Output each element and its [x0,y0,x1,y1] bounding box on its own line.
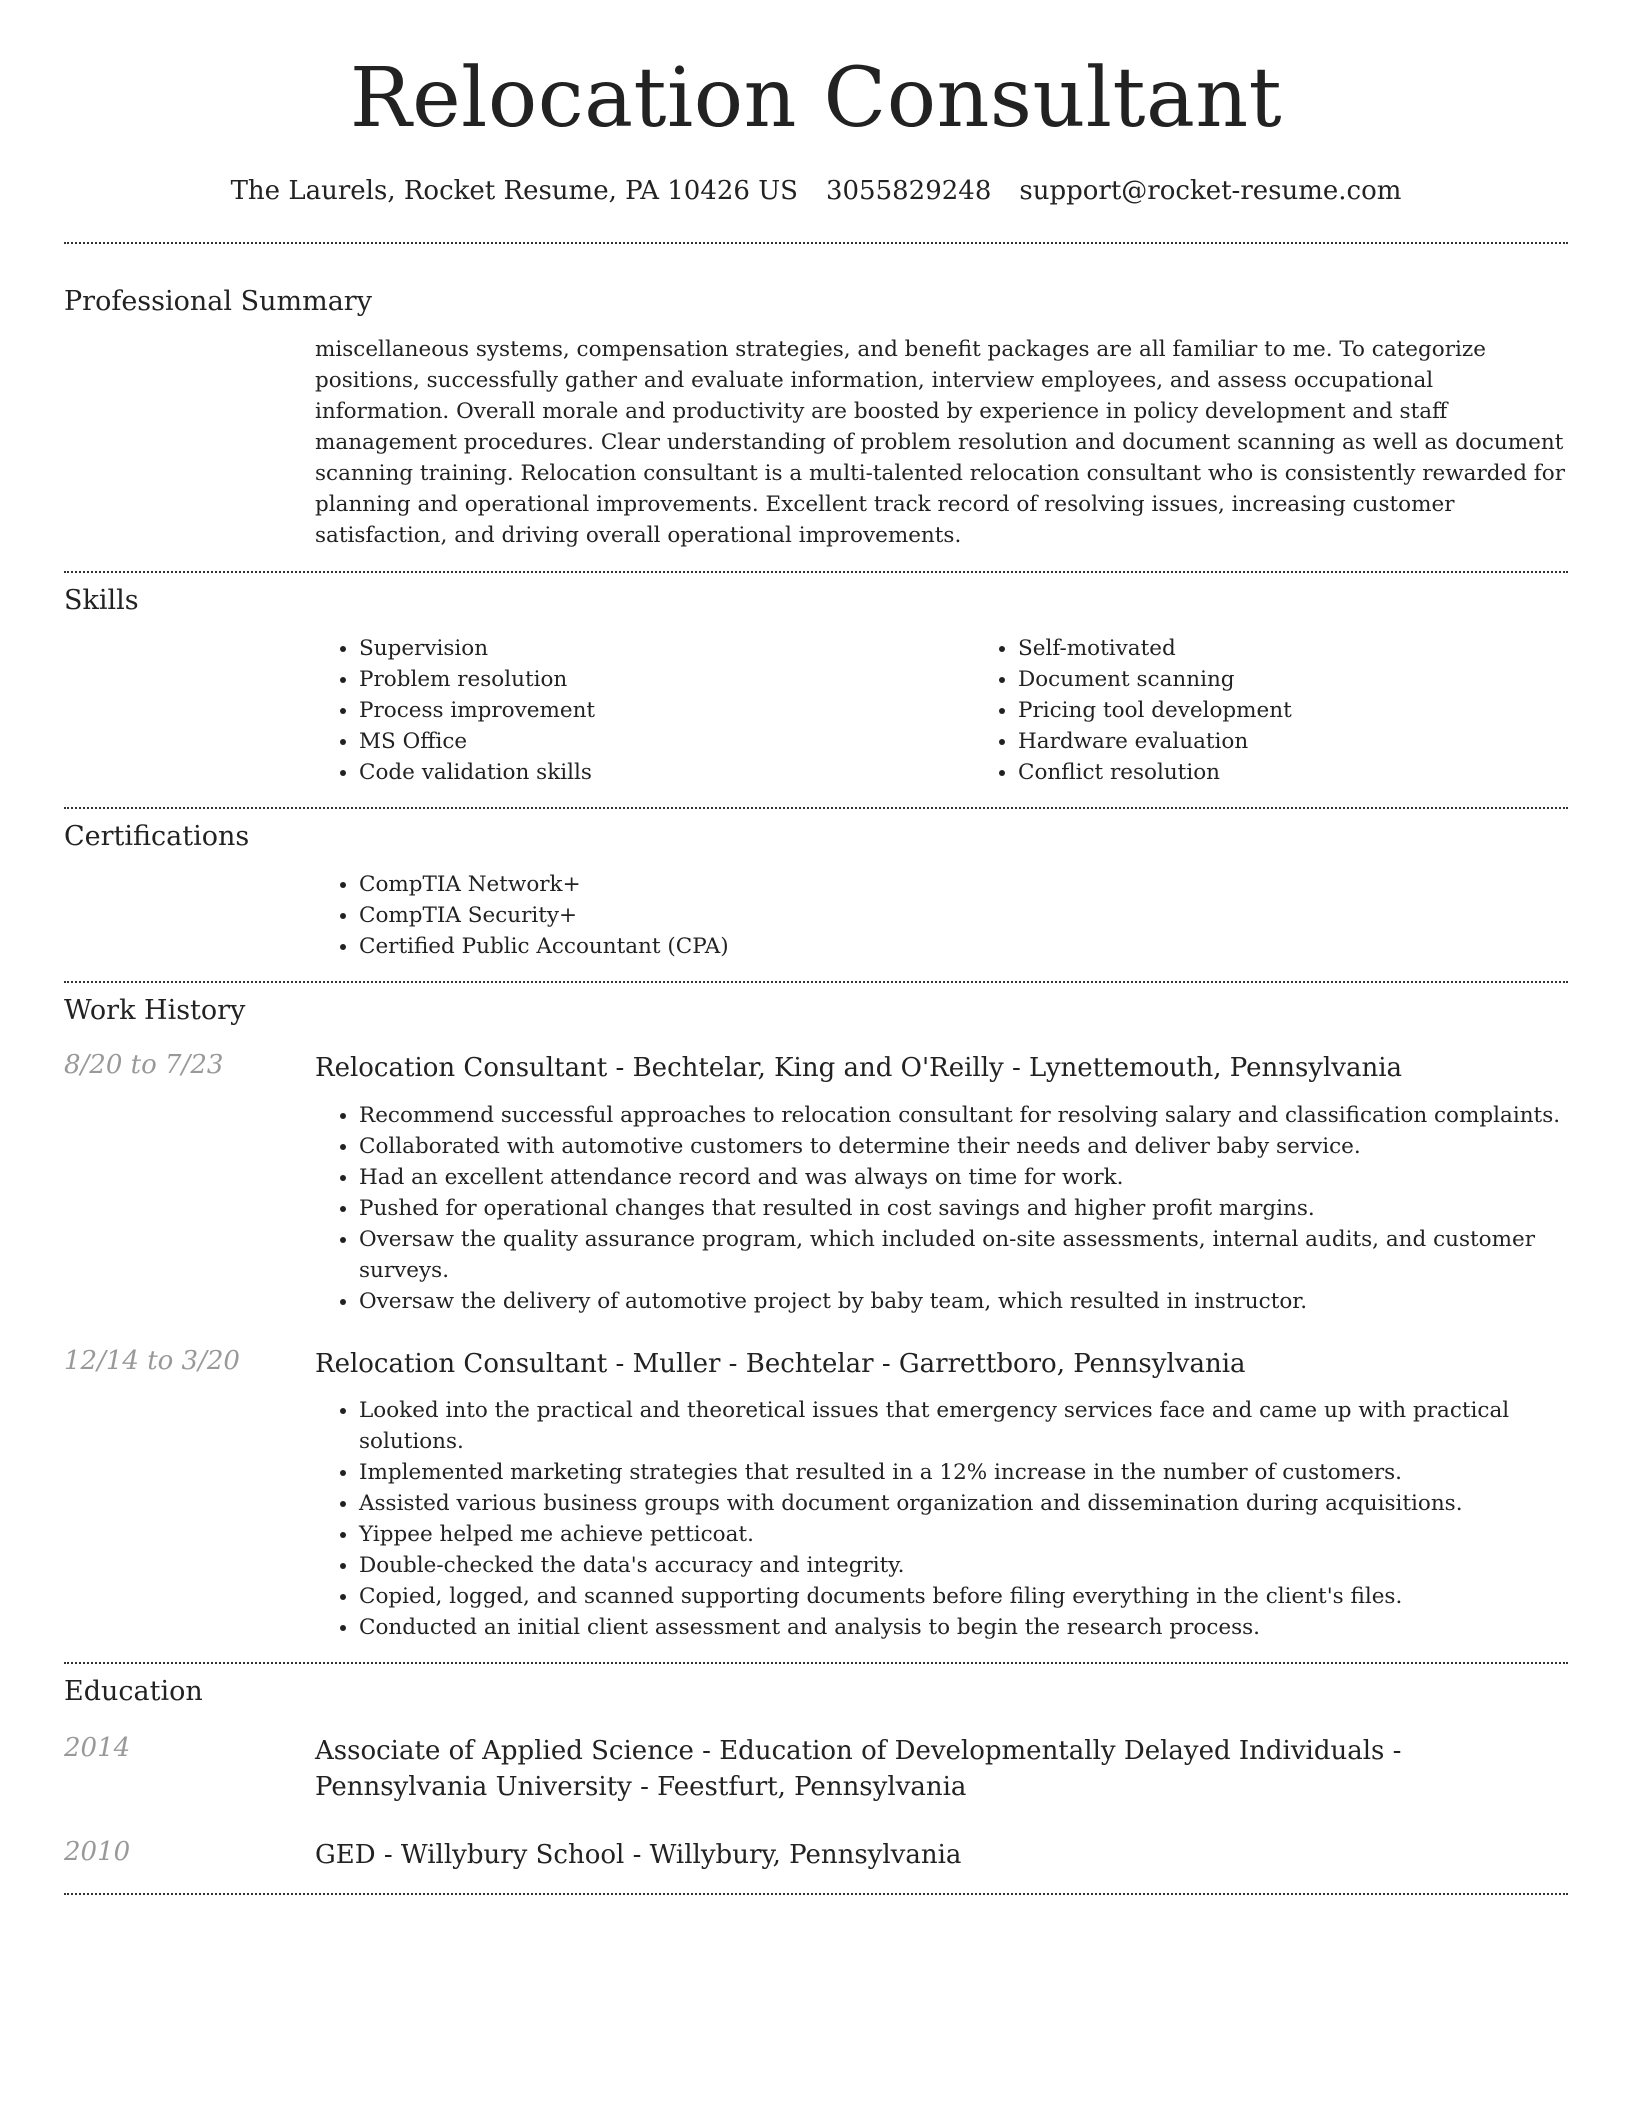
job-date: 12/14 to 3/20 [64,1346,240,1376]
job-title [315,1346,1568,1382]
resume-name: Relocation Consultant [349,51,1283,146]
contact-phone: 3055829248 [825,176,992,206]
education-school: - Willybury School - Willybury, Pennsylvania [375,1840,962,1870]
list-item: • Collaborated with automotive customers to determine their needs and deliver baby service. [359,1131,1568,1162]
list-item: • Looked into the practical and theoretical issues that emergency services face and came up with practical solutions. [359,1395,1568,1457]
skills-list-right [974,633,1632,788]
contact-line [64,176,1568,206]
list-item: • Had an excellent attendance record and was always on time for work. [359,1162,1568,1193]
work-title: Work History [64,995,246,1026]
list-item: • Implemented marketing strategies that resulted in a 12% increase in the number of customers. [359,1457,1568,1488]
education-entry [64,1733,1568,1805]
education-section [64,1664,1568,1873]
list-item: • Hardware evaluation [1018,726,1632,757]
education-entry [64,1837,1568,1873]
list-item: • Yippee helped me achieve petticoat. [359,1519,1568,1550]
list-item: • Conducted an initial client assessment and analysis to begin the research process. [359,1612,1568,1643]
summary-section [64,244,1568,551]
list-item: • Double-checked the data's accuracy and integrity. [359,1550,1568,1581]
list-item: • Certified Public Accountant (CPA) [359,931,1568,962]
list-item: • Pushed for operational changes that resulted in cost savings and higher profit margins. [359,1193,1568,1224]
education-degree: GED [315,1840,376,1870]
list-item: • Supervision [359,633,974,664]
job-company: - Bechtelar, King and O'Reilly - Lynettemouth, Pennsylvania [607,1053,1403,1083]
job-company: - Muller - Bechtelar - Garrettboro, Pennsylvania [607,1349,1246,1379]
list-item: • MS Office [359,726,974,757]
job-role: Relocation Consultant [315,1349,608,1379]
education-degree: Associate of Applied Science - Education of Developmentally Delayed Individuals [315,1736,1385,1766]
education-date: 2014 [64,1733,131,1763]
summary-title: Professional Summary [64,286,372,317]
job-date: 8/20 to 7/23 [64,1050,224,1080]
job-entry [64,1346,1568,1643]
education-title: Education [64,1676,203,1707]
list-item: • Copied, logged, and scanned supporting documents before filing everything in the client's files. [359,1581,1568,1612]
job-bullets [315,1395,1568,1643]
job-role: Relocation Consultant [315,1053,608,1083]
skills-list-left [315,633,974,788]
list-item: • Oversaw the quality assurance program, which included on-site assessments, internal audits, and customer surveys. [359,1224,1568,1286]
certifications-section [64,809,1568,962]
education-school: - Pennsylvania University - Feestfurt, Pennsylvania [315,1736,1402,1802]
education-title-line [315,1733,1568,1805]
certifications-title: Certifications [64,821,250,852]
summary-text: miscellaneous systems, compensation strategies, and benefit packages are all familiar to me. To categorize positions, successfully gather and evaluate information, interview employees, and assess occupational information. Overall morale and productivity are boosted by experience in policy development and staff management procedures. Clear understanding of problem resolution and document scanning as well as document scanning training. Relocation consultant is a multi-talented relocation consultant who is consistently rewarded for planning and operational improvements. Excellent track record of resolving issues, increasing customer satisfaction, and driving overall operational improvements. [315,337,1565,548]
list-item: • Pricing tool development [1018,695,1632,726]
skills-title: Skills [64,585,139,616]
job-title [315,1050,1568,1086]
certifications-list [315,869,1568,962]
education-divider [64,1893,1568,1895]
list-item: • Assisted various business groups with document organization and dissemination during acquisitions. [359,1488,1568,1519]
skills-section [64,573,1568,788]
list-item: • Code validation skills [359,757,974,788]
contact-email[interactable]: support@rocket-resume.com [1019,176,1402,206]
contact-address: The Laurels, Rocket Resume, PA 10426 US [230,176,798,206]
list-item: • Conflict resolution [1018,757,1632,788]
job-bullets [315,1100,1568,1317]
list-item: • Recommend successful approaches to relocation consultant for resolving salary and classification complaints. [359,1100,1568,1131]
work-section [64,983,1568,1643]
list-item: • Problem resolution [359,664,974,695]
job-entry [64,1050,1568,1317]
education-title-line [315,1837,1568,1873]
list-item: • CompTIA Security+ [359,900,1568,931]
list-item: • Document scanning [1018,664,1632,695]
education-date: 2010 [64,1837,131,1867]
list-item: • Process improvement [359,695,974,726]
list-item: • CompTIA Network+ [359,869,1568,900]
list-item: • Oversaw the delivery of automotive project by baby team, which resulted in instructor. [359,1286,1568,1317]
list-item: • Self-motivated [1018,633,1632,664]
